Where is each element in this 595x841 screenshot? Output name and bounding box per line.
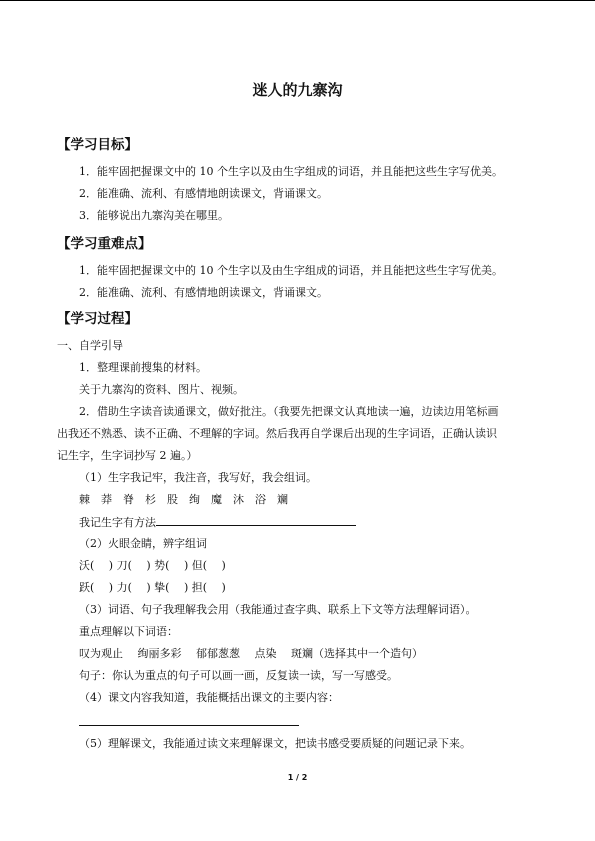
- goal-item-1: 1．能牢固把握课文中的 10 个生字以及由生字组成的词语，并且能把这些生字写优美。: [79, 165, 503, 178]
- section-heading-process: 【学习过程】: [57, 311, 138, 327]
- process-step-2-line-2: 出我还不熟悉、读不正确、不理解的字词。然后我再自学课后出现的生字词语，正确认读识: [57, 427, 497, 440]
- page-title: 迷人的九寨沟: [252, 81, 343, 99]
- key-point-item-2: 2．能准确、流利、有感情地朗读课文，背诵课文。: [79, 286, 328, 299]
- sub-task-3-words: 叹为观止 绚丽多彩 郁郁葱葱 点染 斑斓（选择其中一个造句）: [79, 647, 423, 660]
- page-number: 1 / 2: [287, 773, 308, 782]
- summary-answer-line[interactable]: [79, 725, 299, 726]
- sub-task-1-method-row: [79, 515, 356, 529]
- sub-task-1: （1）生字我记牢，我注音，我写好，我会组词。: [79, 471, 317, 484]
- goal-item-3: 3．能够说出九寨沟美在哪里。: [79, 209, 229, 222]
- sub-task-3-focus: 重点理解以下词语：: [79, 625, 178, 638]
- top-border-rule: [0, 0, 595, 1]
- section-heading-key-points: 【学习重难点】: [57, 236, 152, 252]
- process-step-1: 1．整理课前搜集的材料。: [79, 361, 207, 374]
- sub-task-3: （3）词语、句子我理解我会用（我能通过查字典、联系上下文等方法理解词语）。: [79, 603, 477, 616]
- goal-item-2: 2．能准确、流利、有感情地朗读课文，背诵课文。: [79, 187, 328, 200]
- key-point-item-1: 1．能牢固把握课文中的 10 个生字以及由生字组成的词语，并且能把这些生字写优美。: [79, 264, 503, 277]
- sub-task-4: （4）课文内容我知道，我能概括出课文的主要内容：: [79, 691, 339, 704]
- char-pair-row-1: 沃( ) 刀( ) 势( ) 但( ): [79, 559, 226, 572]
- sub-task-1-characters: 棘 莽 脊 杉 股 绚 魔 沐 浴 斓: [79, 493, 288, 506]
- sub-task-3-sentence: 句子：你认为重点的句子可以画一画，反复读一读，写一写感受。: [79, 669, 398, 682]
- sub-task-1-method-label: 我记生字有方法: [79, 516, 156, 529]
- sub-task-2: （2）火眼金睛，辨字组词: [79, 537, 207, 550]
- char-pair-row-2: 跃( ) 力( ) 挚( ) 担( ): [79, 581, 226, 594]
- process-step-1-detail: 关于九寨沟的资料、图片、视频。: [79, 383, 244, 396]
- process-step-2-line-1: 2．借助生字读音读通课文，做好批注。（我要先把课文认真地读一遍，边读边用笔标画: [79, 405, 499, 418]
- process-step-2-line-3: 记生字，生字词抄写 2 遍。）: [57, 449, 198, 462]
- method-answer-blank[interactable]: [156, 515, 356, 526]
- process-part-1-heading: 一、自学引导: [57, 339, 123, 352]
- sub-task-5: （5）理解课文，我能通过读文来理解课文，把读书感受要质疑的问题记录下来。: [79, 737, 471, 750]
- section-heading-goals: 【学习目标】: [57, 137, 138, 153]
